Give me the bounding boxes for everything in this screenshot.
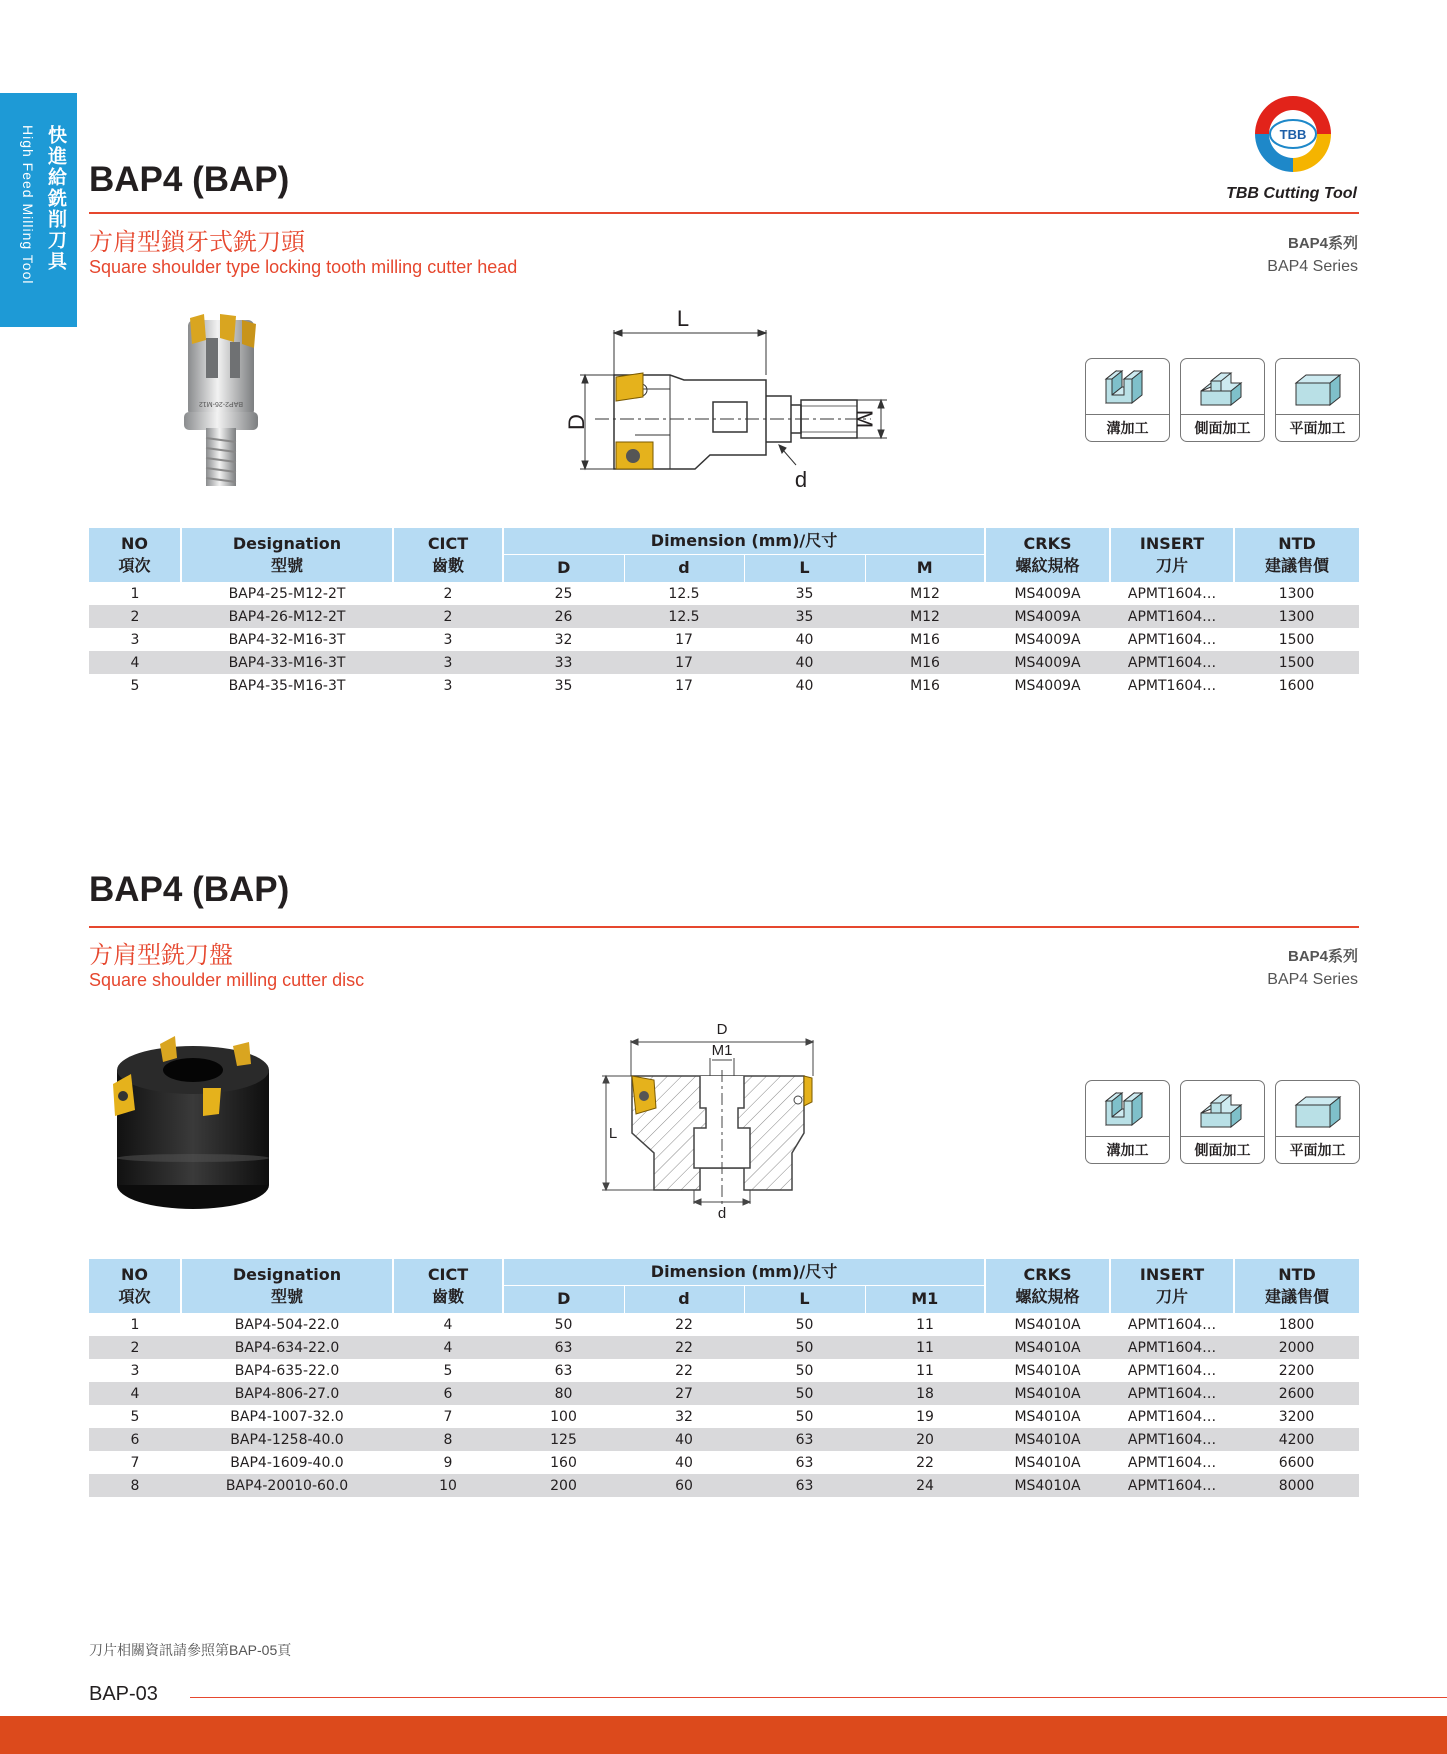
section1-subtitle-zh: 方肩型鎖牙式銑刀頭 [89,229,305,256]
col-dim-D: D [503,1285,624,1313]
table-cell: 32 [554,631,573,648]
logo-text: TBB [1279,127,1307,142]
table-cell: 27 [624,1382,744,1405]
table-cell: BAP4-35-M16-3T [228,677,346,694]
badge-side-milling [1180,1080,1265,1164]
table-row [89,628,1359,651]
badge-label: 平面加工 [1276,414,1359,438]
col-cict: CICT 齒數 [393,1259,503,1313]
table-cell: APMT1604… [1127,1362,1217,1379]
table-cell: 11 [916,1362,934,1379]
section1-badges [1085,358,1360,442]
page-rule [190,1697,1447,1698]
table-cell: 3 [393,651,503,674]
section2-series-zh: BAP4系列 [1287,948,1358,965]
col-dim-d: d [624,1285,744,1313]
table-cell: 4 [393,1336,503,1359]
table-cell: 4200 [1234,1428,1359,1451]
table-cell: 1300 [1234,605,1359,628]
badge-face-milling [1275,358,1360,442]
table-cell: 5 [130,677,140,694]
table-cell: APMT1604… [1110,605,1234,628]
badge-label: 溝加工 [1086,1136,1169,1160]
side-tab-zh: 快進給銑削刀具 [45,125,66,272]
table-cell: 12.5 [668,585,700,602]
cutter-disc-diagram [598,1018,826,1223]
section2-title: BAP4 (BAP) [89,870,290,909]
table-cell: 4 [89,651,181,674]
table-cell: APMT1604… [1127,1316,1217,1333]
table-cell: 22 [916,1454,934,1471]
col-designation: Designation 型號 [181,528,393,582]
badge-grooving [1085,358,1170,442]
table-cell: 35 [795,585,814,602]
side-tab-en: High Feed Milling Tool [20,125,36,285]
table-cell: BAP4-635-22.0 [234,1362,340,1379]
table-cell: 40 [795,631,814,648]
table-cell: APMT1604… [1110,651,1234,674]
table-cell: 50 [795,1362,814,1379]
table-cell: 2 [393,605,503,628]
table-cell: 17 [675,677,693,694]
table-cell: 1500 [1234,651,1359,674]
table-cell: 2000 [1234,1336,1359,1359]
table-cell: 9 [443,1454,453,1471]
table-cell: M12 [865,605,985,628]
dim-label-d: d [794,467,808,490]
table-cell: 3 [130,1362,140,1379]
table-cell: 4 [89,1382,181,1405]
table-cell: 2600 [1234,1382,1359,1405]
table-cell: 2200 [1278,1362,1315,1379]
table-cell: 50 [795,1408,814,1425]
table-cell: BAP4-1258-40.0 [181,1428,393,1451]
table-cell: 8 [89,1474,181,1497]
table-cell: 1600 [1278,677,1315,694]
face-milling-icon [1292,1087,1344,1135]
table-cell: APMT1604… [1110,1474,1234,1497]
table-row [89,651,1359,674]
table-cell: 8000 [1234,1474,1359,1497]
badge-label: 側面加工 [1181,414,1264,438]
table-cell: MS4010A [985,1336,1110,1359]
table-cell: BAP4-26-M12-2T [181,605,393,628]
col-dim-d: d [624,554,744,582]
col-dim-M: M [865,554,985,582]
section2-rule [89,926,1359,928]
col-no: NO 項次 [89,528,181,582]
table-cell: 40 [624,1428,744,1451]
col-ntd: NTD 建議售價 [1234,528,1359,582]
table-cell: MS4009A [1014,585,1081,602]
table-cell: 3 [443,631,453,648]
table-cell: 18 [865,1382,985,1405]
table-cell: 50 [554,1316,573,1333]
dim2-label-M1: M1 [711,1042,733,1059]
dim2-label-D: D [716,1021,728,1038]
table-cell: MS4010A [1014,1362,1081,1379]
table-cell: 160 [550,1454,577,1471]
grooving-icon [1102,365,1154,413]
table-cell: 17 [675,631,693,648]
table-cell: MS4010A [1014,1316,1081,1333]
section1-spec-table [89,528,1359,697]
table-row [89,1336,1359,1359]
section2-subtitle-en: Square shoulder milling cutter disc [89,970,365,990]
table-row [89,1428,1359,1451]
table-cell: 6600 [1278,1454,1315,1471]
table-cell: APMT1604… [1127,1408,1217,1425]
section2-spec-table [89,1259,1359,1497]
table-cell: 7 [130,1454,140,1471]
table-cell: 2 [89,1336,181,1359]
table-cell: MS4009A [985,651,1110,674]
badge-side-milling [1180,358,1265,442]
col-dim-D: D [503,554,624,582]
col-insert: INSERT 刀片 [1110,528,1234,582]
table-cell: 200 [503,1474,624,1497]
table-cell: 80 [503,1382,624,1405]
table-cell: 100 [550,1408,577,1425]
table-cell: APMT1604… [1110,1382,1234,1405]
photo-marking: BAP2-26-M12 [199,400,243,407]
table-cell: 3200 [1278,1408,1315,1425]
table-row [89,1382,1359,1405]
table-row [89,1405,1359,1428]
table-cell: APMT1604… [1110,1428,1234,1451]
col-cict: CICT 齒數 [393,528,503,582]
table-cell: 3 [443,677,453,694]
table-cell: MS4010A [985,1428,1110,1451]
dim-label-M: M [852,409,877,429]
table-cell: BAP4-32-M16-3T [228,631,346,648]
col-insert: INSERT 刀片 [1110,1259,1234,1313]
table-cell: 33 [503,651,624,674]
table-cell: 11 [916,1316,934,1333]
table-cell: 1 [130,1316,140,1333]
table-cell: 11 [865,1336,985,1359]
table-cell: APMT1604… [1127,585,1217,602]
side-milling-icon [1197,1087,1249,1135]
table-cell: 63 [503,1336,624,1359]
table-cell: BAP4-634-22.0 [181,1336,393,1359]
table-row [89,1451,1359,1474]
table-cell: MS4010A [1014,1408,1081,1425]
table-cell: 6 [393,1382,503,1405]
table-cell: 50 [744,1336,865,1359]
section1-series-zh: BAP4系列 [1287,235,1358,252]
col-crks: CRKS 螺紋規格 [985,1259,1110,1313]
table-row [89,582,1359,605]
badge-label: 溝加工 [1086,414,1169,438]
table-cell: 26 [503,605,624,628]
table-cell: 8 [393,1428,503,1451]
table-cell: 40 [795,677,814,694]
col-designation: Designation 型號 [181,1259,393,1313]
col-dim-M1: M1 [865,1285,985,1313]
footnote: 刀片相關資訊請參照第BAP-05頁 [89,1642,292,1658]
col-ntd: NTD 建議售價 [1234,1259,1359,1313]
section2-badges [1085,1080,1360,1164]
table-cell: 2 [443,585,453,602]
table-cell: BAP4-504-22.0 [234,1316,340,1333]
table-cell: APMT1604… [1127,677,1217,694]
table-cell: BAP4-806-27.0 [181,1382,393,1405]
section1-subtitle-en: Square shoulder type locking tooth milling cutter head [89,257,518,277]
table-cell: 63 [795,1454,814,1471]
table-cell: 20 [865,1428,985,1451]
table-cell: M12 [910,585,940,602]
table-cell: 3 [130,631,140,648]
table-cell: M16 [910,677,940,694]
table-cell: 22 [675,1316,693,1333]
table-cell: 5 [443,1362,453,1379]
face-milling-icon [1292,365,1344,413]
section1-rule [89,212,1359,214]
table-cell: MS4010A [985,1474,1110,1497]
brand-name: TBB Cutting Tool [1226,185,1357,202]
col-no: NO 項次 [89,1259,181,1313]
page-number: BAP-03 [89,1683,158,1705]
table-cell: 50 [795,1316,814,1333]
grooving-icon [1102,1087,1154,1135]
table-cell: BAP4-1007-32.0 [230,1408,344,1425]
table-cell: 2 [89,605,181,628]
table-cell: MS4010A [1014,1454,1081,1471]
table-cell: 125 [503,1428,624,1451]
col-dimension: Dimension (mm)/尺寸 [503,528,985,554]
table-cell: BAP4-25-M12-2T [228,585,346,602]
section2-series-en: BAP4 Series [1267,971,1358,988]
badge-face-milling [1275,1080,1360,1164]
table-cell: APMT1604… [1127,1454,1217,1471]
table-cell: 22 [624,1336,744,1359]
table-cell: 12.5 [624,605,744,628]
table-cell: BAP4-33-M16-3T [181,651,393,674]
col-dimension: Dimension (mm)/尺寸 [503,1259,985,1285]
table-cell: 7 [443,1408,453,1425]
table-cell: BAP4-20010-60.0 [181,1474,393,1497]
col-dim-L: L [744,1285,865,1313]
cutter-disc-photo [105,1030,280,1215]
section2-subtitle-zh: 方肩型銑刀盤 [89,942,233,969]
dim-label-L: L [676,306,690,331]
cutter-head-diagram [555,305,900,490]
table-cell: MS4009A [1014,677,1081,694]
table-cell: 32 [675,1408,693,1425]
table-cell: 63 [554,1362,573,1379]
table-cell: 1800 [1278,1316,1315,1333]
table-cell: APMT1604… [1110,1336,1234,1359]
col-crks: CRKS 螺紋規格 [985,528,1110,582]
table-cell: 6 [89,1428,181,1451]
table-cell: 25 [554,585,573,602]
badge-grooving [1085,1080,1170,1164]
badge-label: 平面加工 [1276,1136,1359,1160]
table-cell: 35 [554,677,573,694]
table-cell: 22 [675,1362,693,1379]
bottom-bar [0,1716,1447,1754]
table-cell: 40 [675,1454,693,1471]
dim2-label-L: L [608,1125,618,1142]
table-cell: 19 [916,1408,934,1425]
table-cell: 63 [744,1474,865,1497]
side-tab [0,93,77,327]
table-row [89,1313,1359,1336]
table-row [89,1359,1359,1382]
col-dim-L: L [744,554,865,582]
table-cell: 4 [443,1316,453,1333]
table-cell: 24 [865,1474,985,1497]
table-cell: 1300 [1278,585,1315,602]
table-cell: BAP4-1609-40.0 [230,1454,344,1471]
cutter-head-photo [170,310,280,490]
table-cell: 63 [744,1428,865,1451]
table-row [89,605,1359,628]
table-cell: M16 [910,631,940,648]
table-cell: 40 [744,651,865,674]
table-cell: 5 [130,1408,140,1425]
table-row [89,674,1359,697]
table-cell: MS4010A [985,1382,1110,1405]
side-milling-icon [1197,365,1249,413]
tbb-logo [1237,88,1349,180]
table-cell: 50 [744,1382,865,1405]
table-cell: 17 [624,651,744,674]
badge-label: 側面加工 [1181,1136,1264,1160]
table-cell: MS4009A [985,605,1110,628]
table-cell: 35 [744,605,865,628]
table-cell: APMT1604… [1127,631,1217,648]
table-row [89,1474,1359,1497]
table-cell: 10 [393,1474,503,1497]
table-cell: MS4009A [1014,631,1081,648]
table-cell: 1500 [1278,631,1315,648]
table-cell: 60 [624,1474,744,1497]
table-cell: M16 [865,651,985,674]
section1-title: BAP4 (BAP) [89,160,290,199]
dim-label-D: D [564,414,589,430]
dim2-label-d: d [717,1205,727,1222]
section1-series-en: BAP4 Series [1267,258,1358,275]
table-cell: 1 [130,585,140,602]
